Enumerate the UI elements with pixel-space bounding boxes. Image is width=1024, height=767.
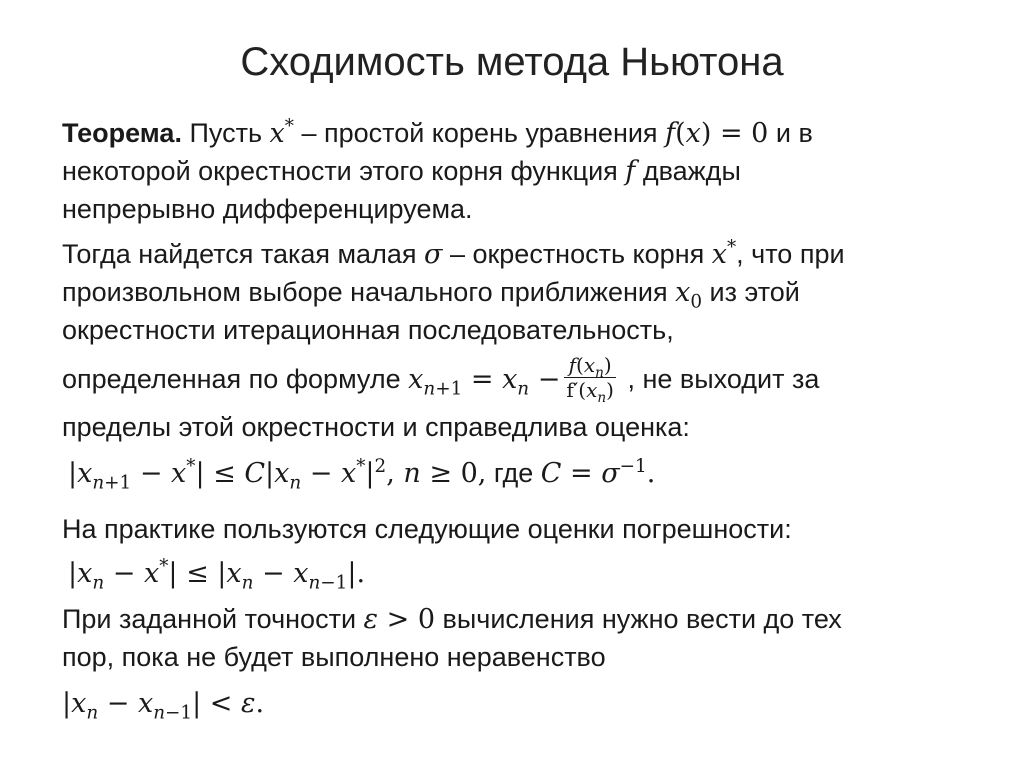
stop-condition-line: [62, 686, 265, 724]
then-line-4: [62, 353, 820, 406]
formula-root: x*: [269, 116, 294, 149]
text: , что при: [736, 239, 845, 269]
text: окрестности итерационная последовательность,: [62, 315, 674, 345]
then-line-1: [62, 237, 845, 272]
text: вычисления нужно вести до тех: [442, 604, 842, 634]
text: и в: [775, 118, 813, 148]
formula-stop: $|x_n - x_{n-1}| < \varepsilon$.: [62, 688, 265, 724]
text: некоторой окрестности этого корня функция: [62, 156, 618, 186]
text: – простой корень уравнения: [301, 118, 658, 148]
slide-title: Сходимость метода Ньютона: [240, 40, 784, 84]
theorem-line-1: [62, 116, 813, 151]
text: произвольном выборе начального приближения: [62, 277, 668, 307]
formula-f: f: [625, 156, 636, 187]
text: На практике пользуются следующие оценки погрешности:: [62, 514, 792, 544]
text: Пусть: [189, 118, 263, 148]
then-line-3: [62, 313, 674, 347]
text: При заданной точности: [62, 604, 357, 634]
then-line-2: [62, 275, 800, 313]
precision-line-2: [62, 640, 606, 674]
text: пределы этой окрестности и справедлива оценка:: [62, 412, 690, 442]
formula-sigma: σ: [423, 239, 443, 270]
text: пор, пока не будет выполнено неравенство: [62, 642, 606, 672]
text: , не выходит за: [627, 364, 820, 394]
practice-line-1: [62, 512, 792, 546]
then-line-5: [62, 410, 690, 444]
text: непрерывно дифференцируема.: [62, 194, 473, 224]
practice-formula-line: [68, 556, 366, 594]
formula-equation: f(x) = 0: [665, 118, 769, 149]
formula-root: x*: [711, 237, 737, 270]
formula-newton: $x_{n+1} = x_n$ − $\frac{f(x_n)}{f'(x_n)}$: [408, 353, 614, 406]
theorem-label: Теорема.: [62, 118, 182, 148]
text: определенная по формуле: [62, 364, 401, 394]
estimate-line: [68, 456, 656, 494]
theorem-line-3: [62, 192, 473, 226]
formula-error: $|x_n - x^*| \le |x_n - x_{n-1}|$.: [68, 556, 366, 594]
text: из этой: [709, 277, 800, 307]
precision-line-1: [62, 602, 842, 637]
theorem-line-2: [62, 154, 741, 189]
formula-fraction: $\frac{f(x_n)}{f'(x_n)}$: [566, 353, 614, 406]
formula-x0: $x_0$: [675, 277, 703, 313]
text: – окрестность корня: [449, 239, 705, 269]
formula-estimate: $|x_{n+1} - x^*| \le C|x_n - x^*|^2$, n ≥ 0,: [68, 456, 487, 494]
formula-epsilon: ε > 0: [363, 604, 436, 635]
formula-constant: $C = \sigma^{-1}$.: [540, 456, 656, 489]
text: где: [493, 458, 534, 488]
text: дважды: [642, 156, 741, 186]
text: Тогда найдется такая малая: [62, 239, 417, 269]
